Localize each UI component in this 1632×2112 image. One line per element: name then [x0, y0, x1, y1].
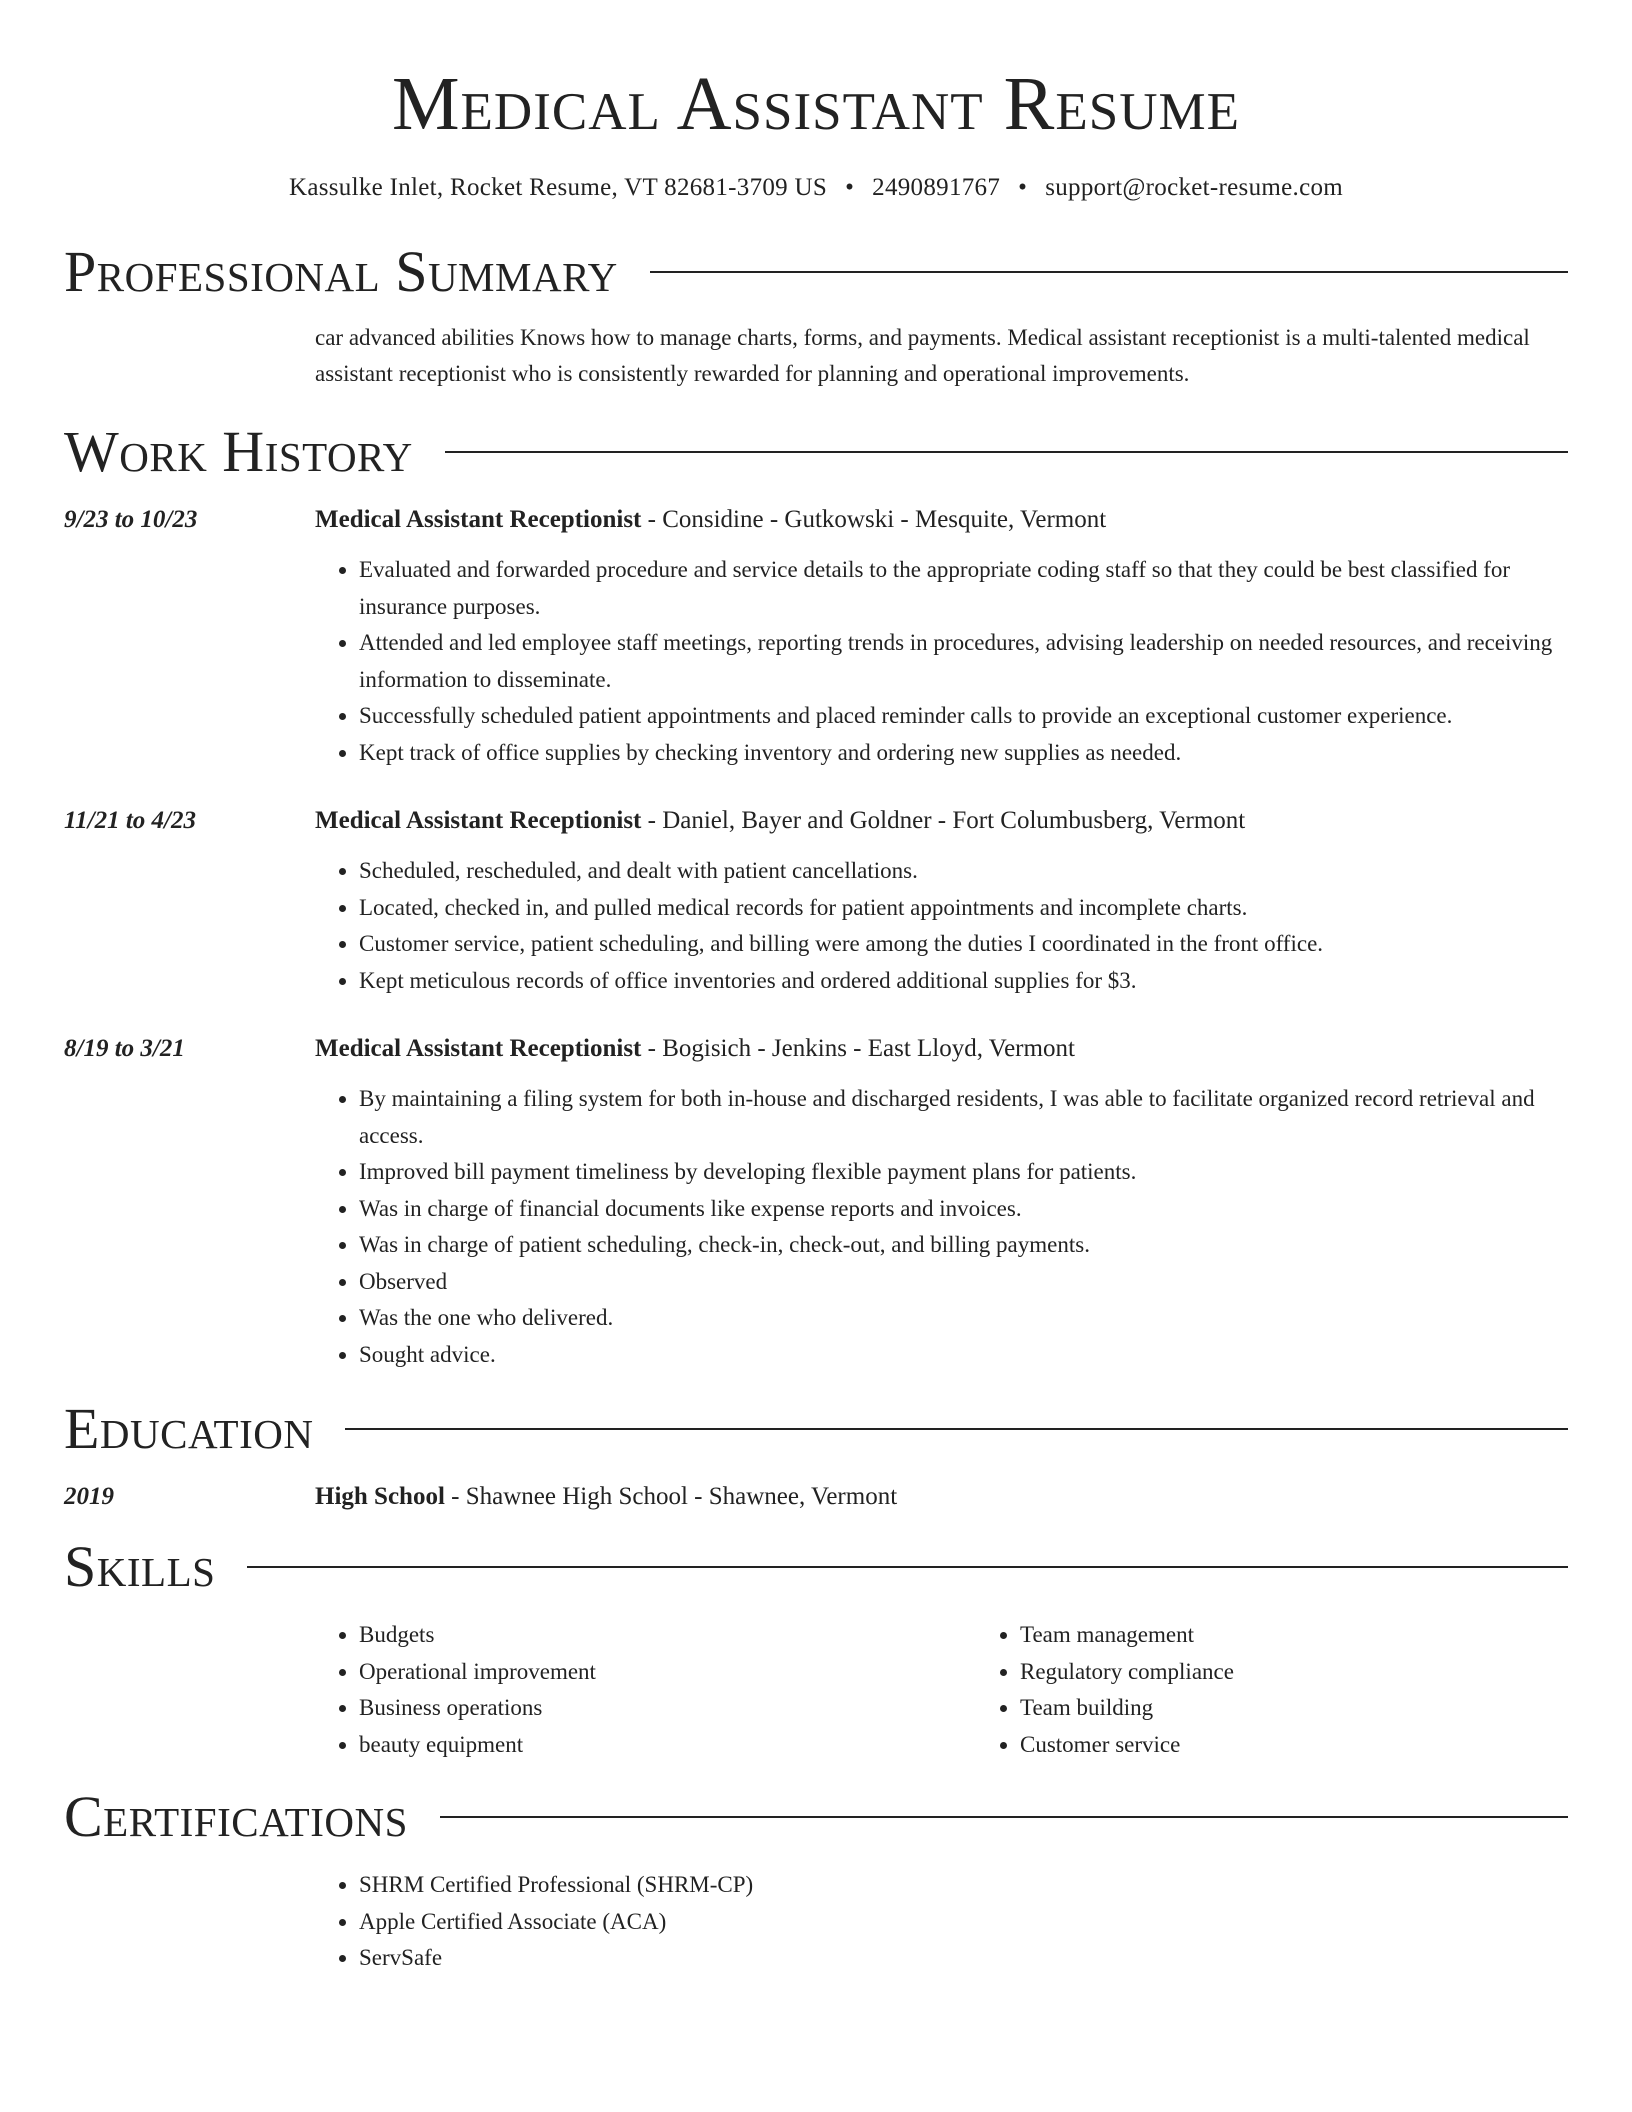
certification-item: • Apple Certified Associate (ACA) — [359, 1904, 1568, 1941]
job-bullet: • Scheduled, rescheduled, and dealt with patient cancellations. — [359, 853, 1568, 890]
contact-email: support@rocket-resume.com — [1045, 174, 1344, 201]
education-year: 2019 — [64, 1483, 114, 1510]
job-employer: - Bogisich - Jenkins - East Lloyd, Vermont — [641, 1035, 1075, 1062]
job-bullet: • Was in charge of patient scheduling, check-in, check-out, and billing payments. — [359, 1227, 1568, 1264]
job-title: Medical Assistant Receptionist — [315, 506, 642, 533]
job-entry — [64, 1033, 1568, 1373]
job-heading — [315, 1033, 1568, 1065]
job-bullet: • Improved bill payment timeliness by developing flexible payment plans for patients. — [359, 1154, 1568, 1191]
section-title-skills: Skills — [64, 1534, 216, 1599]
education-details — [315, 1481, 1568, 1513]
skill-item: • Customer service — [1020, 1727, 1620, 1764]
certification-item: • SHRM Certified Professional (SHRM-CP) — [359, 1867, 1568, 1904]
job-dates: 8/19 to 3/21 — [64, 1035, 185, 1062]
job-entry — [64, 504, 1568, 771]
certifications-bullets — [315, 1867, 1568, 1977]
contact-separator: • — [845, 174, 855, 201]
contact-phone: 2490891767 — [872, 174, 1001, 201]
resume-title: Medical Assistant Resume — [391, 62, 1240, 146]
section-title-certifications: Certifications — [64, 1784, 408, 1849]
job-title: Medical Assistant Receptionist — [315, 807, 642, 834]
contact-line — [64, 172, 1568, 204]
education-degree: High School — [315, 1483, 445, 1510]
job-details — [315, 1033, 1568, 1373]
job-details — [315, 805, 1568, 999]
skill-item: • Business operations — [359, 1690, 976, 1727]
section-rule — [247, 1566, 1568, 1568]
education-school: - Shawnee High School - Shawnee, Vermont — [444, 1483, 898, 1510]
job-dates: 11/21 to 4/23 — [64, 807, 196, 834]
contact-address: Kassulke Inlet, Rocket Resume, VT 82681-3709 US — [288, 174, 828, 201]
job-bullets — [315, 552, 1568, 771]
skill-item: • Operational improvement — [359, 1654, 976, 1691]
job-bullet: • Sought advice. — [359, 1337, 1568, 1374]
job-bullets — [315, 1081, 1568, 1373]
section-rule — [345, 1428, 1568, 1430]
skills-column-1 — [315, 1617, 976, 1763]
section-header-certifications — [64, 1785, 1568, 1849]
job-bullet: • Customer service, patient scheduling, and billing were among the duties I coordinated in the front office. — [359, 926, 1568, 963]
job-employer: - Daniel, Bayer and Goldner - Fort Columbusberg, Vermont — [641, 807, 1246, 834]
certifications-list — [64, 1867, 1568, 1977]
job-bullet: • Located, checked in, and pulled medical records for patient appointments and incomplete charts. — [359, 890, 1568, 927]
section-title-education: Education — [64, 1396, 314, 1461]
section-header-summary — [64, 240, 1568, 304]
section-header-education — [64, 1397, 1568, 1461]
job-bullet: • Evaluated and forwarded procedure and service details to the appropriate coding staff so that they could be best classified for insurance purposes. — [359, 552, 1568, 625]
summary-text: car advanced abilities Knows how to manage charts, forms, and payments. Medical assistant receptionist is a multi-talented medical assistant receptionist who is consistently rewarded for planning and operational improvements. — [315, 325, 1530, 386]
job-bullet: • Kept meticulous records of office inventories and ordered additional supplies for $3. — [359, 963, 1568, 1000]
job-bullets — [315, 853, 1568, 999]
section-rule — [440, 1816, 1568, 1818]
skill-item: • Regulatory compliance — [1020, 1654, 1620, 1691]
skill-item: • Budgets — [359, 1617, 976, 1654]
skill-item: • Team management — [1020, 1617, 1620, 1654]
job-bullet: • Successfully scheduled patient appointments and placed reminder calls to provide an exceptional customer experience. — [359, 698, 1568, 735]
job-details — [315, 504, 1568, 771]
skills-list — [64, 1617, 1568, 1763]
section-rule — [445, 451, 1568, 453]
job-bullet: • Was the one who delivered. — [359, 1300, 1568, 1337]
section-title-work: Work History — [64, 419, 413, 484]
section-header-work — [64, 420, 1568, 484]
job-bullet: • By maintaining a filing system for both in-house and discharged residents, I was able to facilitate organized record retrieval and access. — [359, 1081, 1568, 1154]
section-title-summary: Professional Summary — [64, 239, 618, 304]
job-heading — [315, 805, 1568, 837]
section-rule — [650, 271, 1568, 273]
section-header-skills — [64, 1535, 1568, 1599]
job-employer: - Considine - Gutkowski - Mesquite, Vermont — [641, 506, 1107, 533]
education-entry — [64, 1481, 1568, 1513]
skills-column-2 — [976, 1617, 1620, 1763]
contact-separator: • — [1018, 174, 1028, 201]
job-bullet: • Kept track of office supplies by checking inventory and ordering new supplies as needed. — [359, 735, 1568, 772]
job-dates: 9/23 to 10/23 — [64, 506, 198, 533]
job-bullet: • Was in charge of financial documents like expense reports and invoices. — [359, 1191, 1568, 1228]
job-bullet: • Observed — [359, 1264, 1568, 1301]
skill-item: • beauty equipment — [359, 1727, 976, 1764]
job-bullet: • Attended and led employee staff meetings, reporting trends in procedures, advising leadership on needed resources, and receiving information to disseminate. — [359, 625, 1568, 698]
skill-item: • Team building — [1020, 1690, 1620, 1727]
job-entry — [64, 805, 1568, 999]
job-title: Medical Assistant Receptionist — [315, 1035, 642, 1062]
job-heading — [315, 504, 1568, 536]
certification-item: • ServSafe — [359, 1940, 1568, 1977]
